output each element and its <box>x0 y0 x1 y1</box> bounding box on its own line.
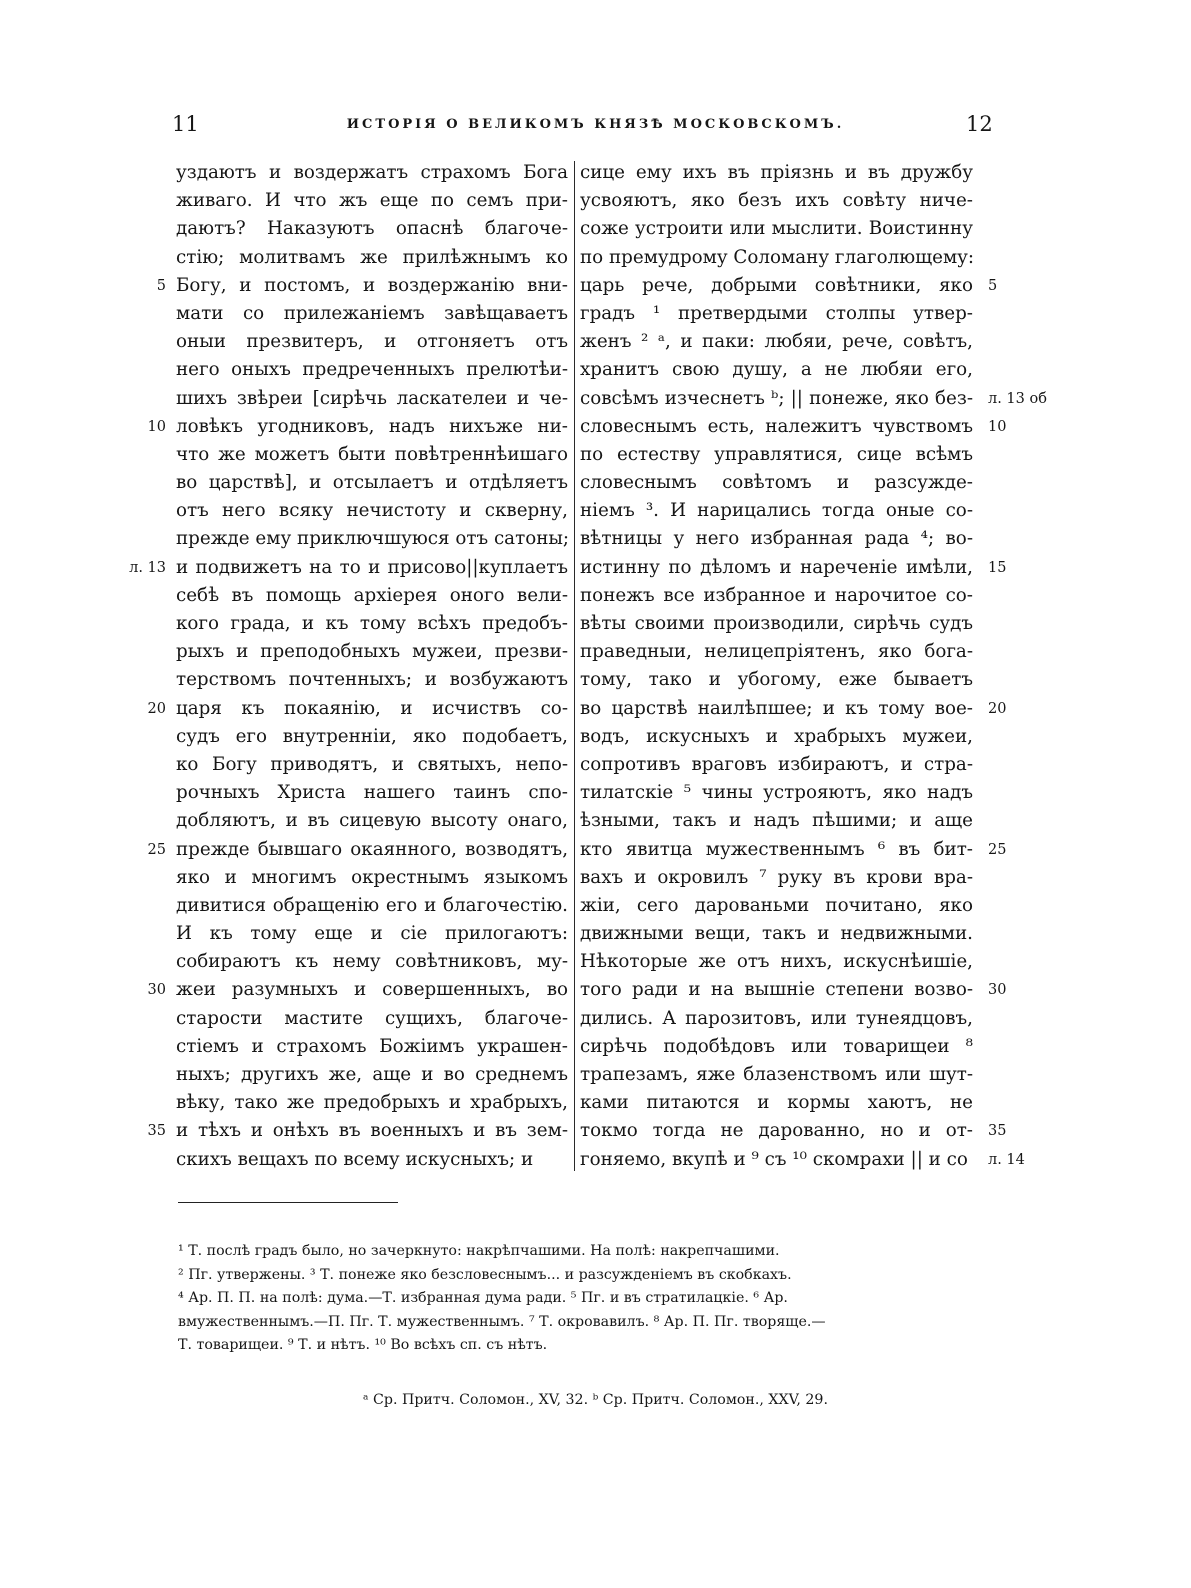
line-number <box>988 666 1048 694</box>
line-number: л. 13 об <box>988 390 1047 407</box>
text-line: водъ, искусныхъ и храбрыхъ мужеи, <box>580 725 973 747</box>
line-number <box>988 244 1048 272</box>
line-number <box>988 751 1048 779</box>
text-line: собираютъ къ нему совѣтниковъ, му- <box>176 951 568 973</box>
line-number <box>128 385 166 413</box>
line-number <box>128 356 166 384</box>
text-line: ловѣкъ угодниковъ, надъ нихъже ни- <box>176 415 568 437</box>
line-number: 25 <box>988 841 1007 858</box>
line-number: 5 <box>988 277 998 294</box>
line-number: 30 <box>147 982 166 999</box>
line-number <box>988 215 1048 243</box>
line-number <box>988 187 1048 215</box>
line-number <box>988 779 1048 807</box>
line-number: 25 <box>147 841 166 858</box>
footnote-line: ¹ Т. послѣ градъ было, но зачеркнуто: накрѣпчашими. На полѣ: накрепчашими. <box>178 1243 780 1259</box>
text-line: ніемъ ³. И нарицались тогда оные со- <box>580 500 973 522</box>
line-number <box>128 497 166 525</box>
text-line: дивитися обращенію его и благочестію. <box>176 894 568 916</box>
line-number <box>988 723 1048 751</box>
line-number <box>988 441 1048 469</box>
text-line: сице ему ихъ въ пріязнь и въ дружбу <box>580 162 973 183</box>
text-line: царя къ покаянію, и исчиствъ со- <box>176 697 568 719</box>
text-line: понежъ все избранное и нарочитое со- <box>580 584 973 606</box>
line-number <box>128 666 166 694</box>
text-line: скихъ вещахъ по всему искусныхъ; и <box>176 1148 534 1170</box>
line-number <box>988 300 1048 328</box>
text-line: яко и многимъ окрестнымъ языкомъ <box>176 866 568 888</box>
right-text-column <box>580 159 973 1174</box>
text-line: вѣты своими производили, сирѣчь судъ <box>580 613 973 634</box>
line-number <box>988 497 1048 525</box>
text-line: ныхъ; другихъ же, аще и во среднемъ <box>176 1064 568 1085</box>
footnotes <box>178 1240 978 1358</box>
text-line: отъ него всяку нечистоту и скверну, <box>176 500 568 522</box>
line-number <box>128 159 166 187</box>
text-line: гоняемо, вкупѣ и ⁹ съ ¹⁰ скомрахи || и со <box>580 1148 968 1170</box>
line-number <box>988 1033 1048 1061</box>
text-line: уздаютъ и воздержатъ страхомъ Бога <box>176 162 568 183</box>
line-number <box>988 807 1048 835</box>
text-line: токмо тогда не дарованно, но и от- <box>580 1120 973 1142</box>
text-line: дились. А парозитовъ, или тунеядцовъ, <box>580 1007 973 1029</box>
line-number <box>128 779 166 807</box>
line-number <box>128 1061 166 1089</box>
line-number <box>128 244 166 272</box>
footnote-line: Т. товарищеи. ⁹ Т. и нѣтъ. ¹⁰ Во всѣхъ сп. съ нѣтъ. <box>178 1337 548 1353</box>
line-number: л. 13 <box>129 559 166 576</box>
text-line: хранитъ свою душу, а не любяи его, <box>580 359 973 381</box>
left-line-numbers <box>128 159 166 1174</box>
text-line: движными вещи, такъ и недвижными. <box>580 923 973 945</box>
text-line: ками питаются и кормы хаютъ, не <box>580 1092 973 1114</box>
running-head: ИСТОРІЯ О ВЕЛИКОМЪ КНЯЗѢ МОСКОВСКОМЪ. <box>346 117 845 132</box>
page-number-left: 11 <box>172 112 199 136</box>
text-line: кто явитца мужественнымъ ⁶ въ бит- <box>580 838 973 860</box>
text-line: прежде бывшаго окаянного, возводятъ, <box>176 838 568 860</box>
line-number <box>988 356 1048 384</box>
line-number <box>128 610 166 638</box>
line-number <box>988 610 1048 638</box>
line-number: 35 <box>147 1123 166 1140</box>
line-number <box>128 328 166 356</box>
text-line: царь рече, добрыми совѣтники, яко <box>580 274 973 296</box>
text-line: сирѣчь подобѣдовъ или товарищеи ⁸ <box>580 1035 973 1057</box>
line-number <box>128 1146 166 1174</box>
line-number <box>128 1089 166 1117</box>
text-line: Нѣкоторые же отъ нихъ, искуснѣишіе, <box>580 951 973 973</box>
line-number <box>128 920 166 948</box>
line-number <box>988 328 1048 356</box>
line-number: 20 <box>988 700 1007 717</box>
right-line-numbers <box>988 159 1048 1174</box>
line-number <box>988 920 1048 948</box>
text-line: по естеству управлятися, сице всѣмъ <box>580 443 973 465</box>
text-line: вѣку, тако же предобрыхъ и храбрыхъ, <box>176 1092 568 1114</box>
text-line: ѣзными, такъ и надъ пѣшими; и аще <box>580 810 973 832</box>
text-line: стію; молитвамъ же прилѣжнымъ ко <box>176 246 568 268</box>
line-number: 10 <box>147 418 166 435</box>
line-number <box>988 525 1048 553</box>
line-number <box>988 892 1048 920</box>
text-line: даютъ? Наказуютъ опаснѣ благоче- <box>176 218 568 240</box>
line-number <box>128 469 166 497</box>
text-line: вахъ и окровилъ ⁷ руку въ крови вра- <box>580 866 973 888</box>
line-number <box>988 1061 1048 1089</box>
line-number <box>988 1089 1048 1117</box>
line-number <box>128 638 166 666</box>
line-number <box>128 948 166 976</box>
text-line: Богу, и постомъ, и воздержанію вни- <box>176 274 568 296</box>
line-number: 15 <box>988 559 1007 576</box>
text-line: праведныи, нелицепріятенъ, яко бога- <box>580 641 973 663</box>
text-line: жіи, сего дарованьми почитано, яко <box>580 894 973 916</box>
text-line: ко Богу приводятъ, и святыхъ, непо- <box>176 753 568 775</box>
text-line: рыхъ и преподобныхъ мужеи, презви- <box>176 641 568 663</box>
text-line: вѣтницы у него избранная рада ⁴; во- <box>580 528 973 550</box>
text-line: совсѣмъ изчеснетъ ᵇ; || понеже, яко без- <box>580 387 973 409</box>
line-number <box>128 892 166 920</box>
footnote-line: ⁴ Ар. П. П. на полѣ: дума.—Т. избранная дума ради. ⁵ Пг. и въ стратилацкіе. ⁶ Ар. <box>178 1290 788 1306</box>
text-line: старости мастите сущихъ, благоче- <box>176 1007 568 1029</box>
text-line: оныи презвитеръ, и отгоняетъ отъ <box>176 331 568 353</box>
text-line: соже устроити или мыслити. Воистинну <box>580 218 973 240</box>
line-number: 5 <box>156 277 166 294</box>
line-number <box>988 638 1048 666</box>
scripture-references: ᵃ Ср. Притч. Соломон., XV, 32. ᵇ Ср. Притч. Соломон., XXV, 29. <box>363 1392 828 1408</box>
text-line: стіемъ и страхомъ Божіимъ украшен- <box>176 1035 568 1057</box>
left-text-column <box>176 159 568 1174</box>
text-line: во царствѣ], и отсылаетъ и отдѣляетъ <box>176 472 568 494</box>
text-line: шихъ звѣреи [сирѣчь ласкателеи и че- <box>176 387 568 409</box>
page-number-right: 12 <box>966 112 993 136</box>
line-number <box>128 1033 166 1061</box>
line-number: 30 <box>988 982 1007 999</box>
line-number: 10 <box>988 418 1007 435</box>
line-number <box>128 187 166 215</box>
text-line: терствомъ почтенныхъ; и возбужаютъ <box>176 669 568 691</box>
line-number: л. 14 <box>988 1151 1025 1168</box>
text-line: него оныхъ предреченныхъ прелютѣи- <box>176 359 568 381</box>
text-line: живаго. И что жъ еще по семъ при- <box>176 190 568 212</box>
text-line: добляютъ, и въ сицевую высоту онаго, <box>176 810 568 832</box>
text-line: тому, тако и убогому, еже бываетъ <box>580 669 973 691</box>
line-number <box>128 582 166 610</box>
line-number <box>988 469 1048 497</box>
text-line: истинну по дѣломъ и нареченіе имѣли, <box>580 556 973 578</box>
line-number <box>988 864 1048 892</box>
text-line: по премудрому Соломану глаголющему: <box>580 246 975 268</box>
text-line: судъ его внутренніи, яко подобаетъ, <box>176 725 568 747</box>
text-line: трапезамъ, яже блазенствомъ или шут- <box>580 1064 973 1085</box>
text-line: и тѣхъ и онѣхъ въ военныхъ и въ зем- <box>176 1120 568 1142</box>
text-line: И къ тому еще и сіе прилогаютъ: <box>176 923 568 945</box>
text-line: градъ ¹ претвердыми столпы утвер- <box>580 302 973 324</box>
text-line: женъ ² ᵃ, и паки: любяи, рече, совѣтъ, <box>580 331 973 353</box>
line-number <box>988 1005 1048 1033</box>
text-line: того ради и на вышніе степени возво- <box>580 979 973 1001</box>
footnote-line: ² Пг. утвержены. ³ Т. понеже яко безсловеснымъ... и разсужденіемъ въ скобкахъ. <box>178 1266 792 1283</box>
line-number <box>128 864 166 892</box>
line-number <box>988 159 1048 187</box>
line-number <box>128 525 166 553</box>
column-divider <box>574 161 575 1171</box>
text-line: словеснымъ совѣтомъ и разсужде- <box>580 472 973 494</box>
text-line: прежде ему приключшуюся отъ сатоны; <box>176 528 570 550</box>
text-line: и подвижетъ на то и присово||куплаетъ <box>176 556 568 578</box>
line-number <box>128 807 166 835</box>
text-line: словеснымъ есть, належитъ чувствомъ <box>580 415 973 437</box>
line-number: 20 <box>147 700 166 717</box>
line-number <box>128 751 166 779</box>
text-line: рочныхъ Христа нашего таинъ спо- <box>176 782 568 804</box>
text-line: во царствѣ наилѣпшее; и къ тому вое- <box>580 697 973 719</box>
text-line: жеи разумныхъ и совершенныхъ, во <box>176 979 568 1001</box>
footnote-rule <box>178 1202 398 1203</box>
line-number <box>128 300 166 328</box>
line-number <box>988 948 1048 976</box>
line-number <box>128 723 166 751</box>
line-number <box>988 582 1048 610</box>
text-line: кого града, и къ тому всѣхъ предобъ- <box>176 613 568 634</box>
line-number <box>128 1005 166 1033</box>
line-number: 35 <box>988 1123 1007 1140</box>
text-line: усвояютъ, яко безъ ихъ совѣту ниче- <box>580 190 973 212</box>
text-line: себѣ въ помощь архіерея оного вели- <box>176 584 568 606</box>
text-line: мати со прилежаніемъ завѣщаваетъ <box>176 302 568 324</box>
footnote-line: вмужественнымъ.—П. Пг. Т. мужественнымъ. ⁷ Т. окровавилъ. ⁸ Ар. П. Пг. творяще.— <box>178 1313 826 1330</box>
text-line: сопротивъ враговъ избираютъ, и стра- <box>580 753 973 775</box>
line-number <box>128 441 166 469</box>
text-line: тилатскіе ⁵ чины устрояютъ, яко надъ <box>580 782 973 804</box>
line-number <box>128 215 166 243</box>
text-line: что же можетъ быти повѣтреннѣишаго <box>176 443 568 465</box>
